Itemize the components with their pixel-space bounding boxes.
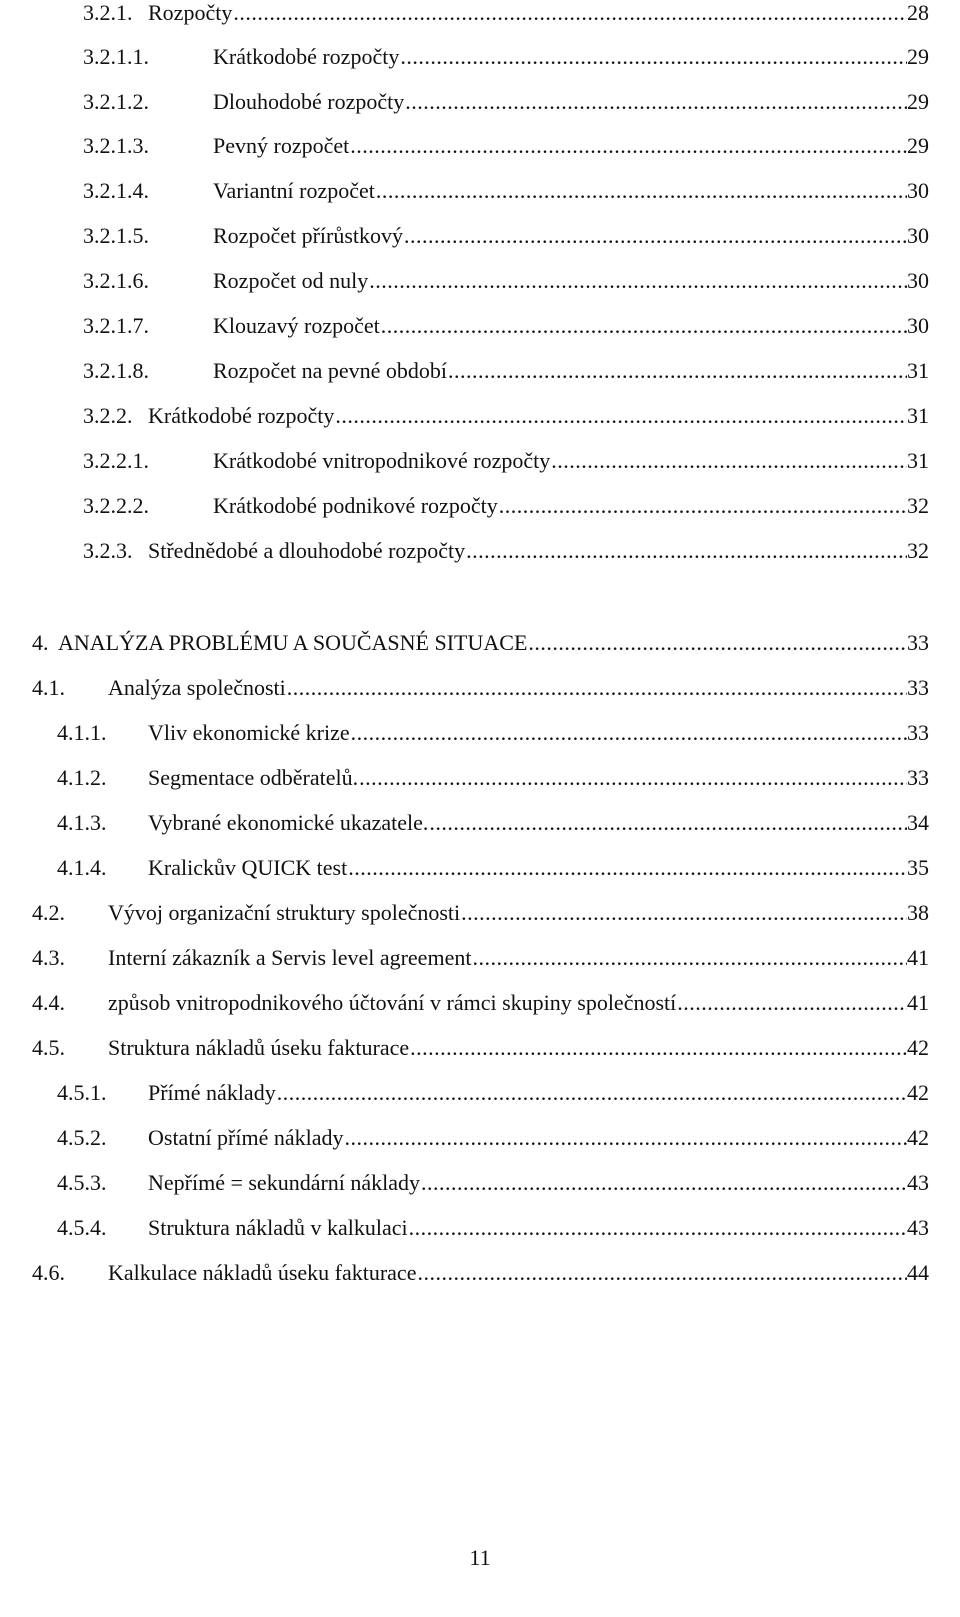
toc-entry-page: 41 [907, 990, 929, 1015]
toc-entry-page: 30 [907, 223, 929, 248]
toc-leader-dots [368, 261, 907, 301]
toc-entry[interactable] [83, 396, 929, 436]
toc-entry-title: Analýza společnosti [108, 675, 286, 700]
toc-entry-title: Krátkodobé podnikové rozpočty [213, 493, 498, 518]
toc-entry-page: 42 [907, 1125, 929, 1150]
toc-entry-title: Struktura nákladů úseku fakturace [108, 1035, 410, 1060]
toc-entry-page: 33 [907, 675, 929, 700]
toc-leader-dots [399, 37, 907, 77]
toc-entry-page: 29 [907, 44, 929, 69]
toc-entry-title: Krátkodobé vnitropodnikové rozpočty [213, 448, 551, 473]
toc-entry-number: 4.5.1. [57, 1080, 107, 1105]
toc-entry-page: 43 [907, 1170, 929, 1195]
toc-entry[interactable] [57, 848, 929, 888]
toc-entry-page: 35 [907, 855, 929, 880]
toc-entry-number: 3.2.1.1. [83, 44, 149, 69]
toc-entry[interactable] [83, 171, 929, 211]
toc-entry[interactable] [83, 0, 929, 33]
toc-entry[interactable] [83, 126, 929, 166]
toc-entry-title: Pevný rozpočet [213, 133, 350, 158]
toc-entry-number: 4.1.1. [57, 720, 107, 745]
toc-entry[interactable] [57, 1118, 929, 1158]
toc-entry-page: 34 [907, 810, 929, 835]
toc-entry-page: 30 [907, 313, 929, 338]
toc-entry-page: 42 [907, 1035, 929, 1060]
toc-entry-title: Rozpočet na pevné období [213, 358, 447, 383]
toc-entry-title: Vybrané ekonomické ukazatele. [148, 810, 429, 835]
toc-entry-page: 44 [907, 1260, 929, 1285]
toc-leader-dots [460, 893, 907, 933]
toc-entry-number: 4.6. [32, 1260, 65, 1285]
toc-entry-page: 29 [907, 89, 929, 114]
toc-entry-title: Krátkodobé rozpočty [148, 403, 335, 428]
toc-entry-number: 4. [32, 630, 49, 655]
toc-entry[interactable] [32, 1253, 929, 1293]
toc-entry-number: 3.2.1.2. [83, 89, 149, 114]
toc-entry-page: 42 [907, 1080, 929, 1105]
toc-leader-dots [349, 126, 907, 166]
toc-entry-page: 32 [907, 538, 929, 563]
toc-entry-title: Vývoj organizační struktury společnosti [108, 900, 461, 925]
toc-entry-page: 33 [907, 765, 929, 790]
toc-entry-page: 41 [907, 945, 929, 970]
toc-entry-title: Rozpočet přírůstkový [213, 223, 404, 248]
toc-entry-title: Nepřímé = sekundární náklady [148, 1170, 421, 1195]
toc-entry[interactable] [57, 713, 929, 753]
toc-entry[interactable] [32, 1028, 929, 1068]
toc-entry-number: 4.1.3. [57, 810, 107, 835]
toc-entry[interactable] [83, 216, 929, 256]
toc-entry-page: 32 [907, 493, 929, 518]
toc-entry-title: Struktura nákladů v kalkulaci [148, 1215, 408, 1240]
toc-entry[interactable] [83, 82, 929, 122]
toc-entry-page: 30 [907, 268, 929, 293]
toc-entry-page: 28 [907, 0, 929, 25]
toc-entry-number: 3.2.2.2. [83, 493, 149, 518]
toc-entry-number: 3.2.2.1. [83, 448, 149, 473]
toc-entry[interactable] [83, 441, 929, 481]
toc-entry-page: 31 [907, 358, 929, 383]
toc-entry-title: Ostatní přímé náklady [148, 1125, 344, 1150]
toc-leader-dots [428, 803, 907, 843]
toc-entry[interactable] [57, 1073, 929, 1113]
toc-entry-number: 4.1.4. [57, 855, 107, 880]
toc-entry-title: ANALÝZA PROBLÉMU A SOUČASNÉ SITUACE [58, 630, 528, 655]
toc-entry-title: Variantní rozpočet [213, 178, 375, 203]
toc-entry-page: 43 [907, 1215, 929, 1240]
toc-entry-number: 3.2.1.8. [83, 358, 149, 383]
toc-leader-dots [276, 1073, 907, 1113]
toc-entry-page: 38 [907, 900, 929, 925]
toc-entry-page: 29 [907, 133, 929, 158]
toc-entry[interactable] [83, 486, 929, 526]
toc-entry[interactable] [57, 803, 929, 843]
toc-entry[interactable] [57, 758, 929, 798]
toc-leader-dots [403, 216, 907, 256]
toc-entry-number: 4.1.2. [57, 765, 107, 790]
toc-leader-dots [550, 441, 907, 481]
toc-entry-number: 3.2.1.7. [83, 313, 149, 338]
toc-entry-page: 31 [907, 448, 929, 473]
toc-leader-dots [380, 306, 907, 346]
toc-entry[interactable] [57, 1208, 929, 1248]
toc-entry-chapter[interactable] [32, 623, 929, 663]
toc-leader-dots [232, 0, 907, 33]
toc-entry-title: Interní zákazník a Servis level agreement [108, 945, 472, 970]
page-number: 11 [469, 1545, 491, 1570]
toc-entry-number: 4.1. [32, 675, 65, 700]
toc-leader-dots [420, 1163, 907, 1203]
toc-leader-dots [350, 713, 907, 753]
toc-entry-title: Segmentace odběratelů. [148, 765, 359, 790]
toc-entry-number: 3.2.1.6. [83, 268, 149, 293]
toc-entry[interactable] [83, 37, 929, 77]
toc-entry-title: Dlouhodobé rozpočty [213, 89, 405, 114]
toc-leader-dots [676, 983, 907, 1023]
toc-entry[interactable] [32, 893, 929, 933]
toc-entry-title: Kalkulace nákladů úseku fakturace [108, 1260, 417, 1285]
toc-entry-title: Kralickův QUICK test [148, 855, 348, 880]
toc-entry-number: 3.2.1.4. [83, 178, 149, 203]
toc-entry[interactable] [57, 1163, 929, 1203]
toc-entry-number: 3.2.1.3. [83, 133, 149, 158]
toc-entry-title: Vliv ekonomické krize [148, 720, 350, 745]
toc-entry[interactable] [83, 351, 929, 391]
toc-entry-page: 33 [907, 630, 929, 655]
toc-leader-dots [447, 351, 907, 391]
toc-entry-page: 33 [907, 720, 929, 745]
toc-leader-dots [498, 486, 907, 526]
toc-leader-dots [527, 623, 907, 663]
toc-entry[interactable] [32, 668, 929, 708]
toc-entry-number: 3.2.1.5. [83, 223, 149, 248]
toc-entry-number: 4.5.2. [57, 1125, 107, 1150]
toc-leader-dots [408, 1208, 907, 1248]
toc-entry-title: Rozpočet od nuly [213, 268, 369, 293]
toc-leader-dots [286, 668, 907, 708]
toc-leader-dots [375, 171, 907, 211]
toc-entry-number: 4.5.3. [57, 1170, 107, 1195]
toc-entry-page: 30 [907, 178, 929, 203]
toc-leader-dots [471, 938, 907, 978]
toc-leader-dots [334, 396, 907, 436]
toc-entry-title: Krátkodobé rozpočty [213, 44, 400, 69]
toc-entry-number: 4.2. [32, 900, 65, 925]
toc-leader-dots [344, 1118, 907, 1158]
toc-entry[interactable] [83, 306, 929, 346]
toc-entry-number: 3.2.2. [83, 403, 133, 428]
toc-entry-title: způsob vnitropodnikového účtování v rámci skupiny společností [108, 990, 677, 1015]
toc-entry-number: 4.5. [32, 1035, 65, 1060]
toc-leader-dots [409, 1028, 907, 1068]
toc-entry-page: 31 [907, 403, 929, 428]
toc-entry-number: 4.4. [32, 990, 65, 1015]
toc-leader-dots [347, 848, 907, 888]
toc-leader-dots [358, 758, 907, 798]
toc-leader-dots [404, 82, 907, 122]
toc-entry-number: 4.3. [32, 945, 65, 970]
toc-entry-number: 3.2.3. [83, 538, 133, 563]
toc-entry[interactable] [32, 983, 929, 1023]
toc-entry-title: Klouzavý rozpočet [213, 313, 380, 338]
toc-entry-title: Rozpočty [148, 0, 233, 25]
toc-entry[interactable] [83, 531, 929, 571]
toc-leader-dots [465, 531, 907, 571]
toc-leader-dots [416, 1253, 907, 1293]
toc-entry-title: Přímé náklady [148, 1080, 276, 1105]
toc-entry-number: 4.5.4. [57, 1215, 107, 1240]
toc-entry[interactable] [32, 938, 929, 978]
toc-entry-number: 3.2.1. [83, 0, 133, 25]
toc-entry[interactable] [83, 261, 929, 301]
toc-entry-title: Střednědobé a dlouhodobé rozpočty [148, 538, 466, 563]
